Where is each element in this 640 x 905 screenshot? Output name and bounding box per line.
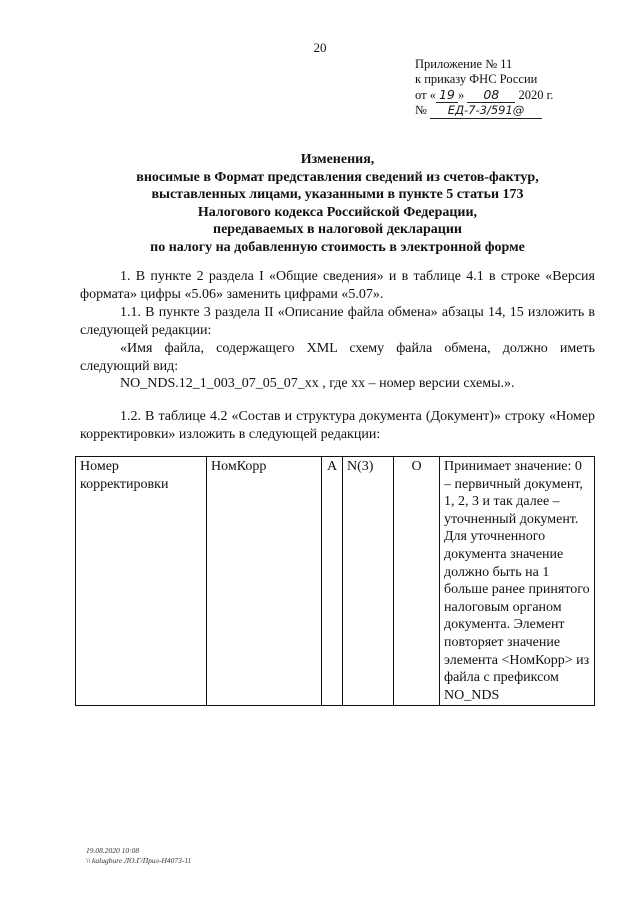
amendment-table	[75, 456, 595, 706]
title-line3: выставленных лицами, указанными в пункте 5 статьи 173	[151, 187, 524, 203]
table-row	[76, 457, 595, 706]
paragraph-1: 1. В пункте 2 раздела I «Общие сведения» и в таблице 4.1 в строке «Версия формата» цифры «5.06» заменить цифрами «5.07».	[80, 269, 595, 302]
cell-description: Принимает значение: 0 – первичный документ, 1, 2, 3 и так далее – уточненный документ. Для уточненного документа значение должно быть на 1 больше ранее принятого налоговым органом документа. Элемент повторяет значение элемента <НомКорр> из файла с префиксом NO_NDS	[440, 457, 595, 706]
appendix-header	[415, 57, 553, 119]
paragraph-5: 1.2. В таблице 4.2 «Состав и структура документа (Документ)» строку «Номер корректировки» изложить в следующей редакции:	[80, 409, 595, 442]
date-day: 19	[436, 87, 458, 103]
cell-element-code: НомКорр	[207, 457, 322, 706]
document-title	[80, 151, 595, 257]
title-line1: Изменения,	[300, 152, 375, 167]
appendix-line2: к приказу ФНС России	[415, 72, 538, 86]
date-month: 08	[467, 87, 515, 103]
date-prefix: от «	[415, 88, 436, 102]
document-footer	[86, 846, 191, 866]
cell-attribute-type: А	[322, 457, 343, 706]
title-line5: передаваемых в налоговой декларации	[213, 222, 462, 238]
paragraph-3: «Имя файла, содержащего XML схему файла обмена, должно иметь следующий вид:	[80, 341, 595, 374]
appendix-line1: Приложение № 11	[415, 57, 513, 71]
appendix-number	[415, 103, 553, 119]
cell-element-name: Номер корректировки	[76, 457, 207, 706]
number-value: ЕД-7-3/591@	[430, 103, 542, 119]
title-line2: вносимые в Формат представления сведений из счетов-фактур,	[136, 169, 539, 185]
appendix-date	[415, 87, 553, 103]
title-line6: по налогу на добавленную стоимость в электронной форме	[150, 239, 525, 255]
page-number: 20	[313, 40, 327, 55]
footer-line2: \\ kalugbure ЛО.Г/Прил-Н4073-11	[86, 856, 192, 865]
date-mid: »	[457, 88, 465, 102]
date-year: 2020 г.	[518, 88, 554, 102]
cell-format: N(3)	[343, 457, 394, 706]
paragraph-2: 1.1. В пункте 3 раздела II «Описание файла обмена» абзацы 14, 15 изложить в следующей редакции:	[80, 305, 595, 338]
cell-required: О	[394, 457, 440, 706]
footer-line1: 19.08.2020 10:08	[86, 846, 140, 855]
title-line4: Налогового кодекса Российской Федерации,	[197, 204, 478, 220]
paragraph-4: NO_NDS.12_1_003_07_05_07_xx , где xx – номер версии схемы.».	[120, 376, 515, 391]
number-prefix: №	[415, 103, 427, 117]
